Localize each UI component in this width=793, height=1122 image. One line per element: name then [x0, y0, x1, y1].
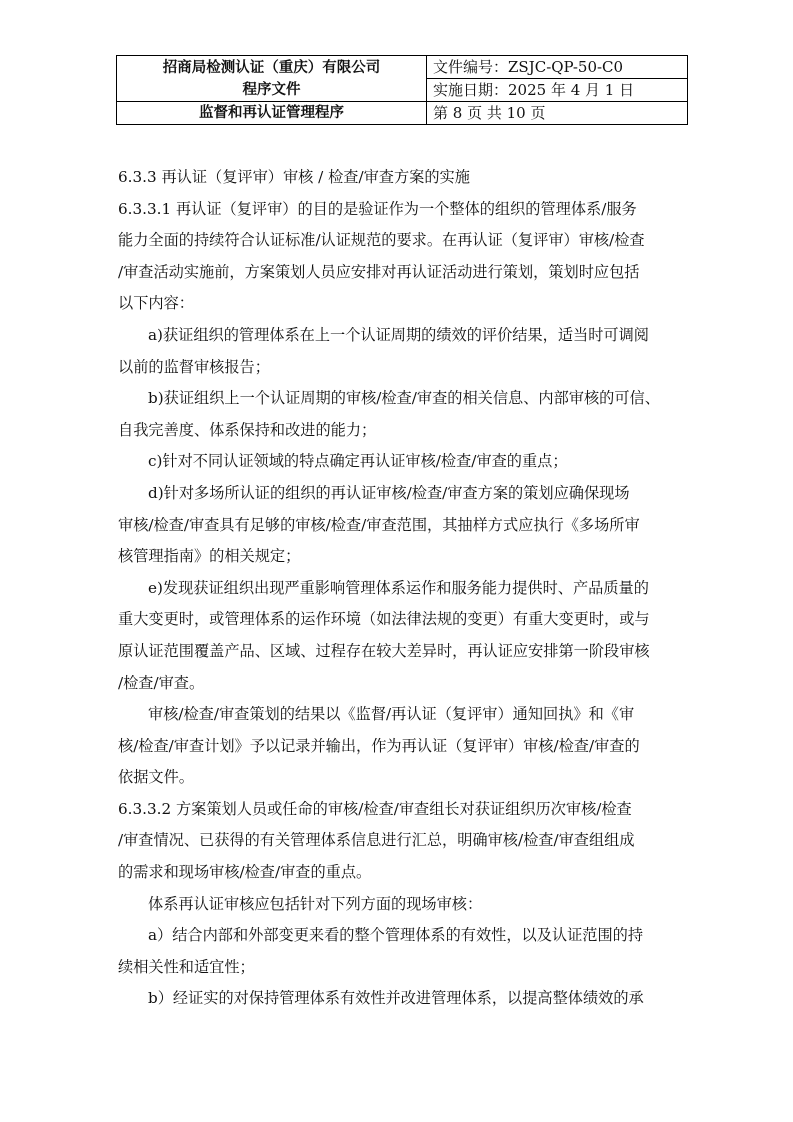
paragraph-line: 体系再认证审核应包括针对下列方面的现场审核：: [148, 894, 483, 913]
paragraph-line: /审查情况、已获得的有关管理体系信息进行汇总，明确审核/检查/审查组组成: [118, 831, 635, 850]
section-heading: 6.3.3 再认证（复评审）审核 / 检查/审查方案的实施: [118, 168, 470, 186]
effective-date: 实施日期：2025 年 4 月 1 日: [427, 79, 688, 102]
paragraph-line: 续相关性和适宜性；: [118, 957, 255, 976]
paragraph-line: 以下内容：: [118, 294, 194, 313]
list-item-e: e)发现获证组织出现严重影响管理体系运作和服务能力提供时、产品质量的: [148, 578, 649, 597]
list-item-c: c)针对不同认证领域的特点确定再认证审核/检查/审查的重点；: [148, 452, 568, 471]
paragraph-line: 以前的监督审核报告；: [118, 357, 270, 376]
paragraph-line: 能力全面的持续符合认证标准/认证规范的要求。在再认证（复评审）审核/检查: [118, 231, 645, 250]
document-header-table: [116, 55, 688, 125]
paragraph-line: 6.3.3.1 再认证（复评审）的目的是验证作为一个整体的组织的管理体系/服务: [118, 199, 637, 218]
paragraph-line: 审核/检查/审查策划的结果以《监督/再认证（复评审）通知回执》和《审: [148, 705, 635, 724]
list-item-a: a)获证组织的管理体系在上一个认证周期的绩效的评价结果，适当时可调阅: [148, 325, 649, 344]
document-number: 文件编号：ZSJC-QP-50-C0: [427, 56, 688, 79]
procedure-title: 监督和再认证管理程序: [117, 102, 427, 125]
section-6-3-3-2: 6.3.3.2 方案策划人员或任命的审核/检查/审查组长对获证组织历次审核/检查: [118, 799, 632, 818]
company-cell: [117, 56, 427, 102]
paragraph-line: 审核/检查/审查具有足够的审核/检查/审查范围，其抽样方式应执行《多场所审: [118, 515, 640, 534]
list-item-b: b)获证组织上一个认证周期的审核/检查/审查的相关信息、内部审核的可信、: [148, 389, 660, 408]
document-type: 程序文件: [242, 81, 301, 98]
company-name: 招商局检测认证（重庆）有限公司: [162, 59, 381, 76]
list-item-a: a）结合内部和外部变更来看的整个管理体系的有效性，以及认证范围的持: [148, 926, 644, 945]
paragraph-line: 自我完善度、体系保持和改进的能力；: [118, 420, 377, 439]
list-item-b: b）经证实的对保持管理体系有效性并改进管理体系，以提高整体绩效的承: [148, 989, 644, 1008]
paragraph-line: 的需求和现场审核/检查/审查的重点。: [118, 863, 372, 882]
paragraph-line: /检查/审查。: [118, 673, 205, 692]
paragraph-line: 核/检查/审查计划》予以记录并输出，作为再认证（复评审）审核/检查/审查的: [118, 736, 640, 755]
paragraph-line: 原认证范围覆盖产品、区域、过程存在较大差异时，再认证应安排第一阶段审核: [118, 641, 650, 660]
paragraph-line: 依据文件。: [118, 768, 194, 787]
paragraph-line: 核管理指南》的相关规定；: [118, 547, 301, 566]
page-number: 第 8 页 共 10 页: [427, 102, 688, 125]
paragraph-line: /审查活动实施前，方案策划人员应安排对再认证活动进行策划，策划时应包括: [118, 262, 640, 281]
paragraph-line: 重大变更时，或管理体系的运作环境（如法律法规的变更）有重大变更时，或与: [118, 610, 650, 629]
list-item-d: d)针对多场所认证的组织的再认证审核/检查/审查方案的策划应确保现场: [148, 483, 630, 502]
document-body: [118, 162, 684, 1015]
